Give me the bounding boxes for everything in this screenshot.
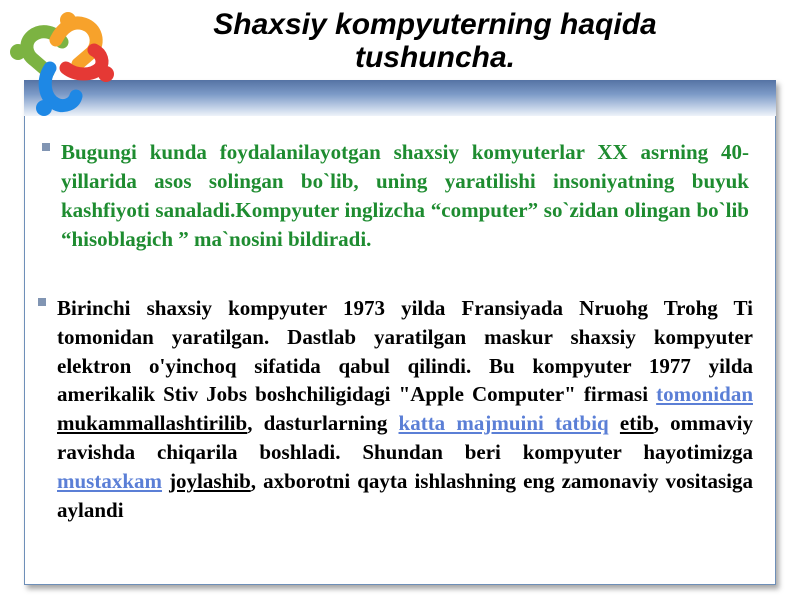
paragraph-history (57, 294, 753, 524)
underlined-word: mukammallashtirilib (57, 411, 248, 436)
underlined-word: etib (619, 411, 654, 436)
slide-header-band (24, 80, 776, 116)
paragraph-text: , dasturlarning (247, 411, 399, 436)
hyperlink-mustaxkam[interactable]: mustaxkam (57, 468, 163, 493)
paragraph-text: Birinchi shaxsiy kompyuter 1973 yilda Fransiyada Nruohg Trohg Ti tomonidan yaratilgan. Dastlab yaratilgan maskur shaxsiy kompyuter elektron o'yinchoq sifatida qabul qilindi. Bu kompyuter 1977 yilda amerikalik Stiv Jobs boshchiligidagi "Apple Computer" firmasi (57, 296, 753, 407)
slide-title: Shaxsiy kompyuterning haqida tushuncha. (213, 8, 657, 74)
paragraph-text: , axborotni qayta ishlashning eng zamonaviy vositasiga aylandi (57, 468, 753, 522)
square-bullet-icon (38, 298, 46, 306)
joomla-logo-icon (4, 6, 116, 116)
hyperlink-tomonidan[interactable]: tomonidan (656, 382, 753, 407)
hyperlink-katta-majmuini[interactable]: katta majmuini tatbiq (398, 411, 609, 436)
paragraph-intro: Bugungi kunda foydalanilayotgan shaxsiy komyuterlar XX asrning 40-yillarida asos solingan bo`lib, uning yaratilishi insoniyatning buyuk kashfiyoti sanaladi.Kompyuter inglizcha “computer” so`zidan olingan bo`lib “hisoblagich ” ma`nosini bildiradi. (61, 140, 749, 251)
underlined-word: joylashib (169, 468, 251, 493)
paragraph-text: , ommaviy ravishda chiqarila boshladi. Shundan beri kompyuter hayotimizga (57, 411, 754, 464)
square-bullet-icon (42, 143, 50, 151)
